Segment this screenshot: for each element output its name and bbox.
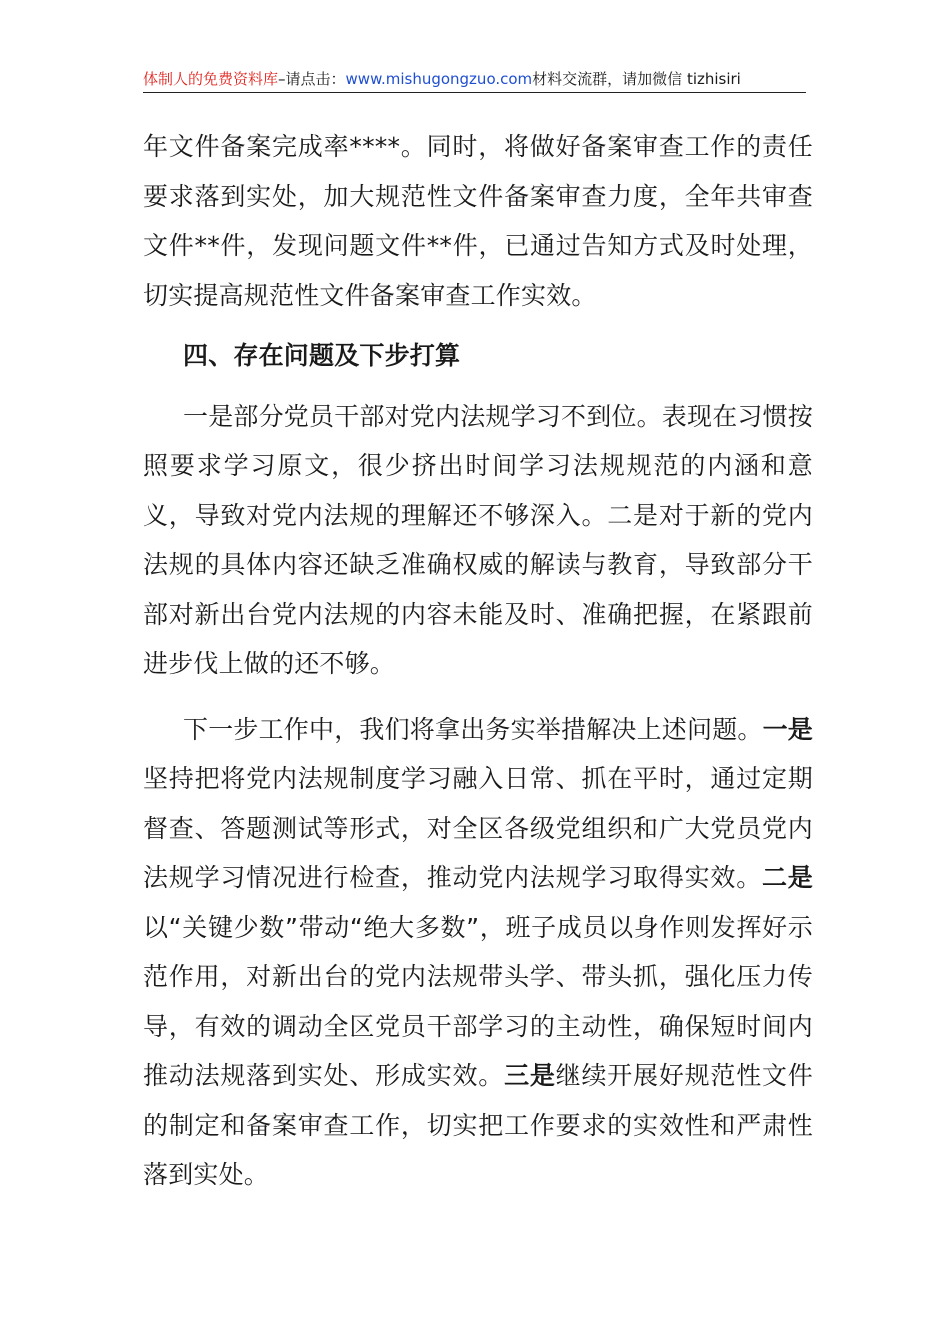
header-url-link[interactable]: www.mishugongzuo.com	[345, 70, 533, 88]
page-header	[143, 66, 806, 93]
point3-label: 三是	[504, 1061, 556, 1090]
point1-text: 坚持把将党内法规制度学习融入日常、抓在平时，通过定期督查、答题测试等形式，对全区各级党组织和广大党员党内法规学习情况进行检查，推动党内法规学习取得实效。	[143, 764, 813, 892]
header-wechat-text: 材料交流群，请加微信 tizhisiri	[532, 70, 741, 88]
next-steps-intro: 下一步工作中，我们将拿出务实举措解决上述问题。	[183, 714, 763, 744]
header-brand: 体制人的免费资料库	[143, 70, 279, 88]
paragraph-problems: 一是部分党员干部对党内法规学习不到位。表现在习惯按照要求学习原文，很少挤出时间学习法规规范的内涵和意义，导致对党内法规的理解还不够深入。二是对于新的党内法规的具体内容还缺乏准确权威的解读与教育，导致部分干部对新出台党内法规的内容未能及时、准确把握，在紧跟前进步伐上做的还不够。	[143, 401, 814, 678]
document-body	[143, 122, 813, 1200]
paragraph-next-steps	[143, 705, 813, 1200]
section-heading: 四、存在问题及下步打算	[183, 341, 461, 370]
paragraph-continued: 年文件备案完成率****。同时，将做好备案审查工作的责任要求落到实处，加大规范性文件备案审查力度，全年共审查文件**件，发现问题文件**件，已通过告知方式及时处理，切实提高规范性文件备案审查工作实效。	[143, 132, 813, 310]
point1-label: 一是	[762, 714, 814, 744]
point2-text: 以“关键少数”带动“绝大多数”，班子成员以身作则发挥好示范作用，对新出台的党内法规带头学、带头抓，强化压力传导，有效的调动全区党员干部学习的主动性，确保短时间内推动法规落到实处、形成实效。	[143, 912, 813, 1090]
header-click-prompt: –请点击：	[278, 70, 346, 88]
point2-label: 二是	[762, 863, 813, 892]
point3-text: 继续开展好规范性文件的制定和备案审查工作，切实把工作要求的实效性和严肃性落到实处。	[143, 1061, 813, 1189]
